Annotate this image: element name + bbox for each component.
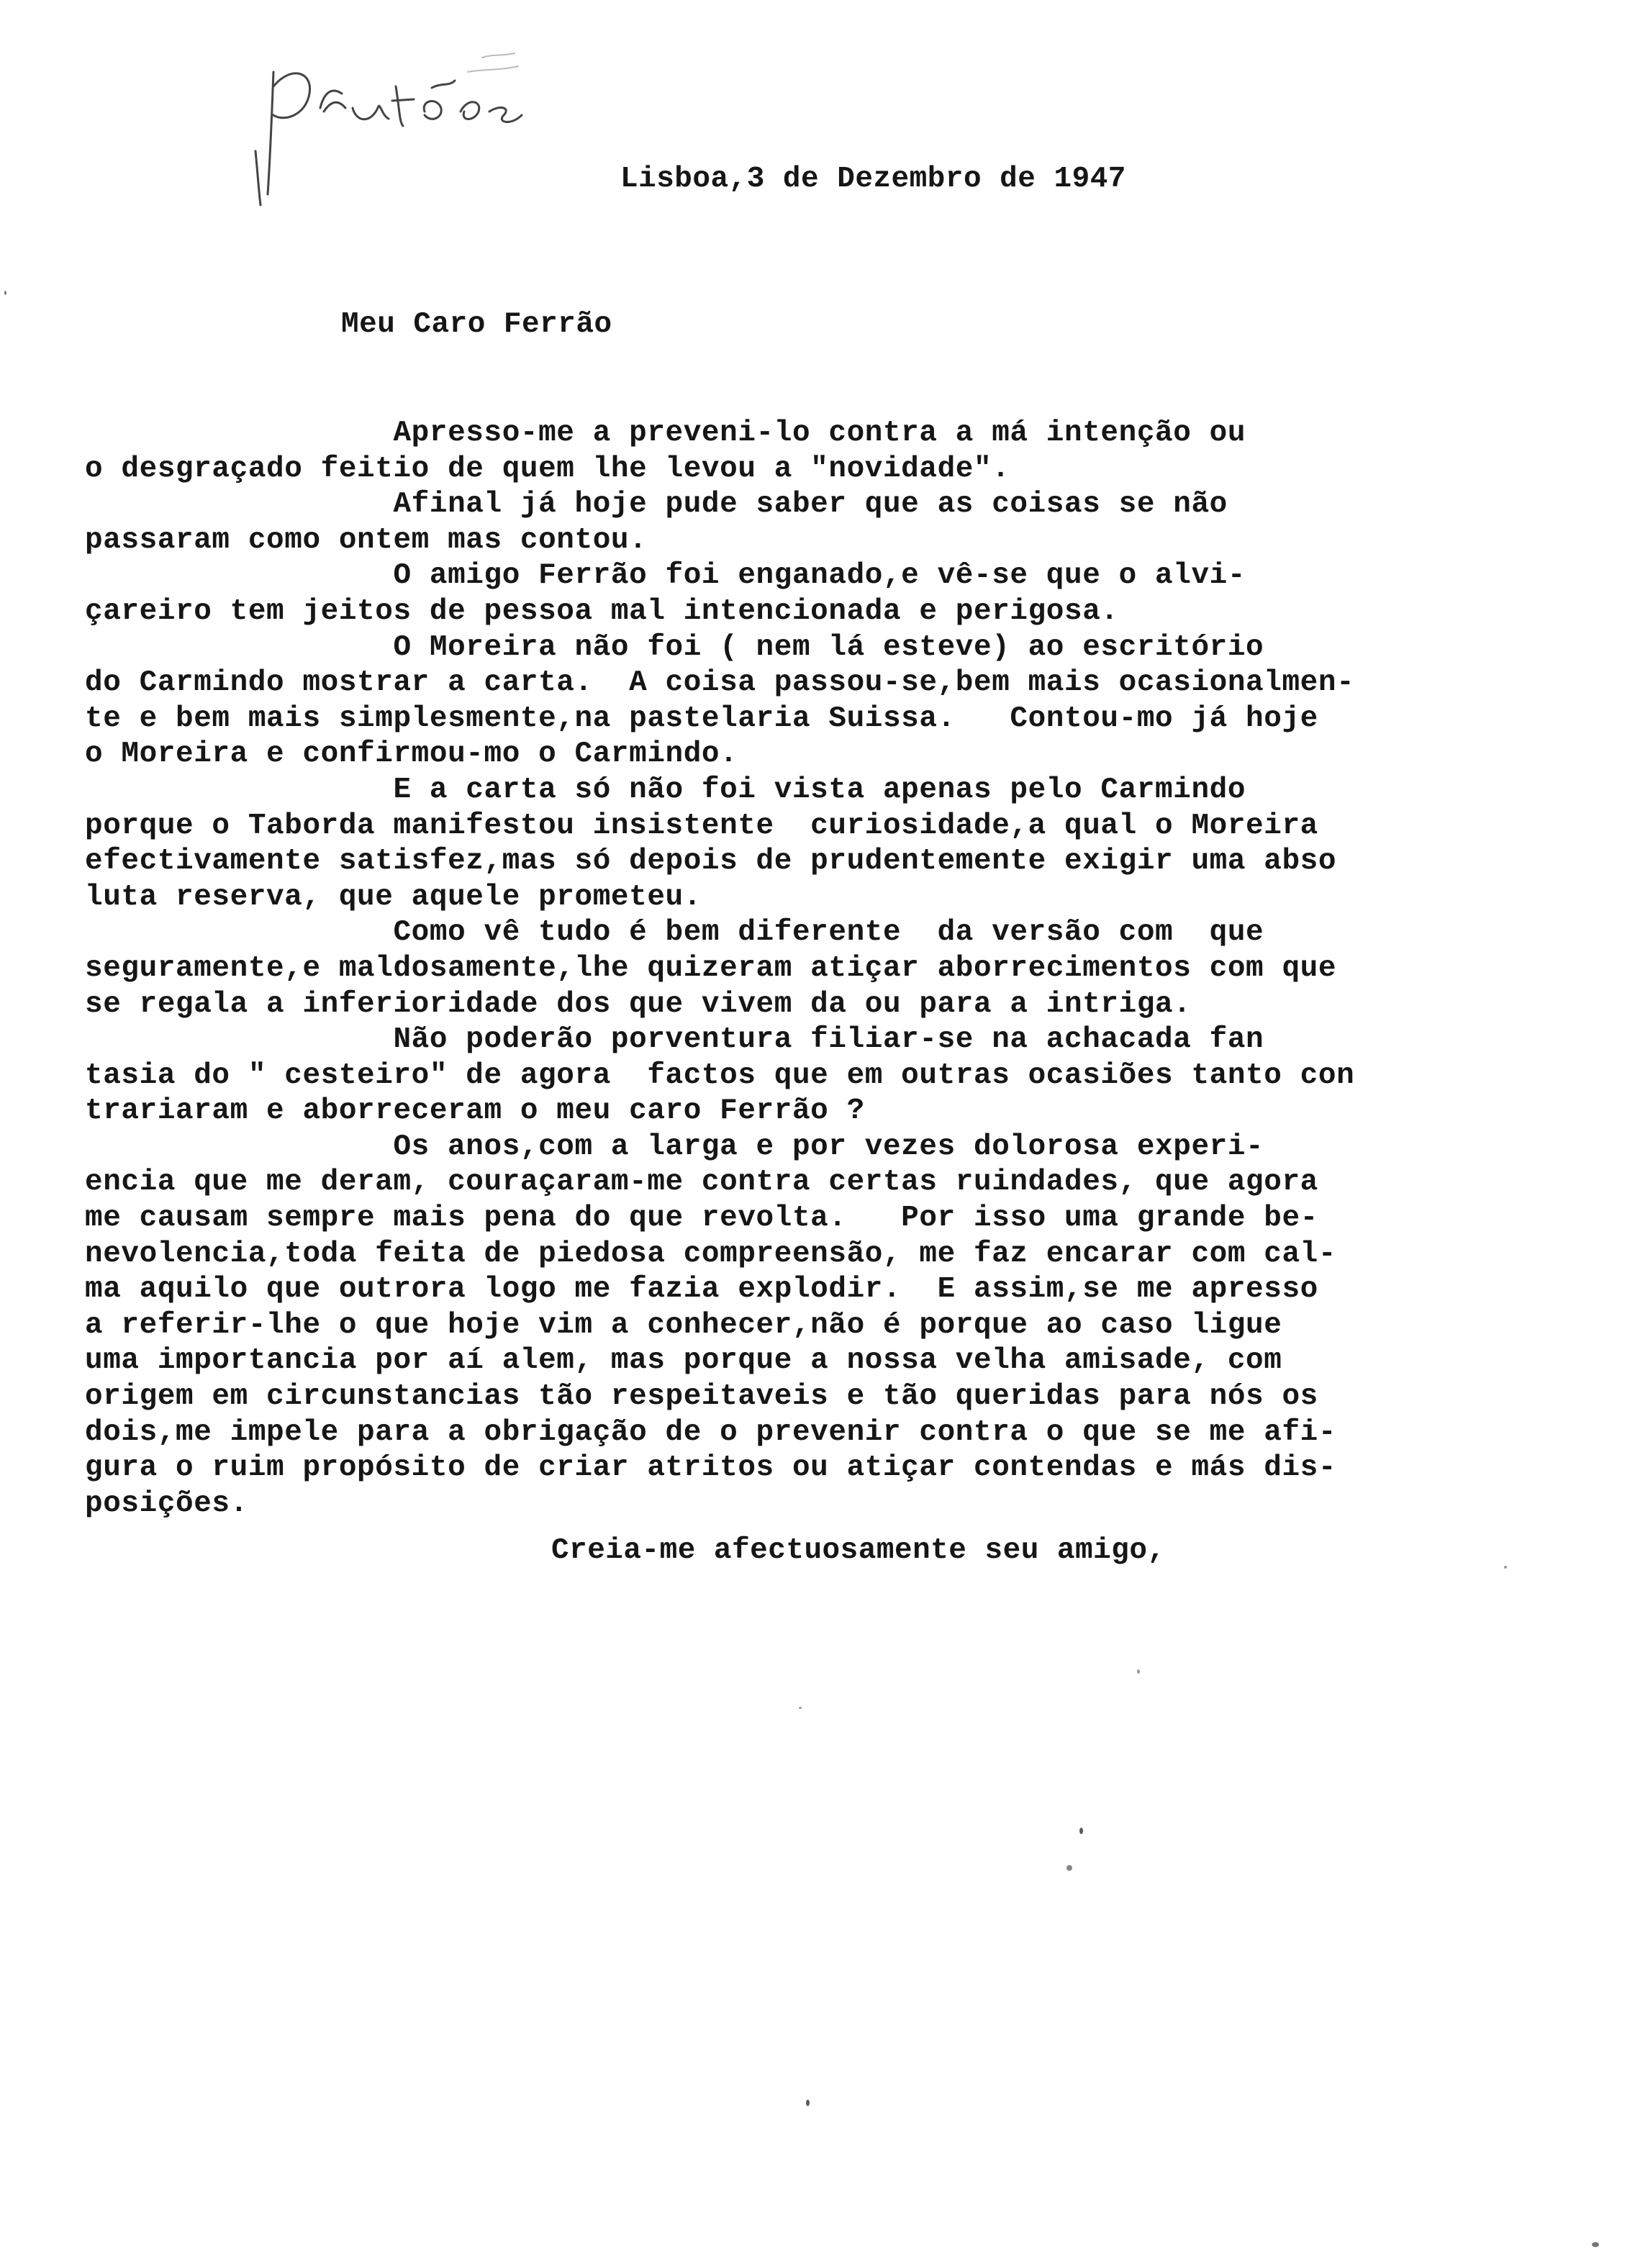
body-line: Os anos,com a larga e por vezes dolorosa experi- <box>85 1130 1264 1164</box>
body-line: passaram como ontem mas contou. <box>85 523 648 557</box>
body-line: O Moreira não foi ( nem lá esteve) ao escritório <box>85 630 1264 664</box>
body-line: ma aquilo que outrora logo me fazia explodir. E assim,se me apresso <box>85 1273 1318 1307</box>
body-line: o Moreira e confirmou-mo o Carmindo. <box>85 738 738 771</box>
body-line: O amigo Ferrão foi enganado,e vê-se que o alvi- <box>85 559 1246 593</box>
body-line: trariaram e aborreceram o meu caro Ferrão ? <box>85 1094 865 1128</box>
body-line: Como vê tudo é bem diferente da versão com que <box>85 916 1264 950</box>
body-line: encia que me deram, couraçaram-me contra certas ruindades, que agora <box>85 1166 1318 1199</box>
body-line: E a carta só não foi vista apenas pelo Carmindo <box>85 773 1246 807</box>
paper-speck <box>799 1707 802 1709</box>
paper-speck <box>4 291 6 295</box>
body-line: do Carmindo mostrar a carta. A coisa passou-se,bem mais ocasionalmen- <box>85 666 1355 700</box>
body-line: o desgraçado feitio de quem lhe levou a "novidade". <box>85 452 1010 486</box>
body-line: Apresso-me a preveni-lo contra a má intenção ou <box>85 417 1246 450</box>
body-line: te e bem mais simplesmente,na pastelaria Suissa. Contou-mo já hoje <box>85 702 1318 735</box>
body-line: se regala a inferioridade dos que vivem da ou para a intriga. <box>85 987 1192 1021</box>
paper-speck <box>1137 1669 1140 1674</box>
salutation: Meu Caro Ferrão <box>341 308 612 341</box>
body-line: tasia do " cesteiro" de agora factos que em outras ocasiões tanto con <box>85 1058 1355 1092</box>
body-line: a referir-lhe o que hoje vim a conhecer,não é porque ao caso ligue <box>85 1308 1282 1342</box>
body-line: luta reserva, que aquele prometeu. <box>85 880 702 914</box>
body-line: me causam sempre mais pena do que revolta. Por isso uma grande be- <box>85 1202 1318 1235</box>
body-line: dois,me impele para a obrigação de o prevenir contra o que se me afi- <box>85 1415 1337 1449</box>
paper-speck <box>1592 2242 1599 2247</box>
body-line: origem em circunstancias tão respeitaveis e tão queridas para nós os <box>85 1380 1318 1414</box>
body-line: seguramente,e maldosamente,lhe quizeram atiçar aborrecimentos com que <box>85 951 1337 985</box>
body-line: gura o ruim propósito de criar atritos ou atiçar contendas e más dis- <box>85 1451 1337 1485</box>
paper-speck <box>1066 1865 1072 1871</box>
letter-body <box>85 416 1582 1522</box>
closing-line: Creia-me afectuosamente seu amigo, <box>551 1534 1166 1567</box>
body-line: Não poderão porventura filiar-se na achacada fan <box>85 1023 1264 1057</box>
body-line: efectivamente satisfez,mas só depois de prudentemente exigir uma abso <box>85 845 1337 879</box>
paper-speck <box>806 2100 810 2106</box>
body-line: nevolencia,toda feita de piedosa compreensão, me faz encarar com cal- <box>85 1237 1337 1271</box>
body-line: posições. <box>85 1487 248 1520</box>
handwritten-annotation <box>252 43 576 209</box>
paper-speck <box>1079 1828 1083 1834</box>
body-line: çareiro tem jeitos de pessoa mal intencionada e perigosa. <box>85 594 1119 628</box>
body-line: uma importancia por aí alem, mas porque a nossa velha amisade, com <box>85 1344 1282 1378</box>
body-line: porque o Taborda manifestou insistente curiosidade,a qual o Moreira <box>85 809 1318 843</box>
paper-speck <box>1504 1566 1507 1569</box>
body-line: Afinal já hoje pude saber que as coisas se não <box>85 488 1228 522</box>
dateline: Lisboa,3 de Dezembro de 1947 <box>620 163 1126 196</box>
